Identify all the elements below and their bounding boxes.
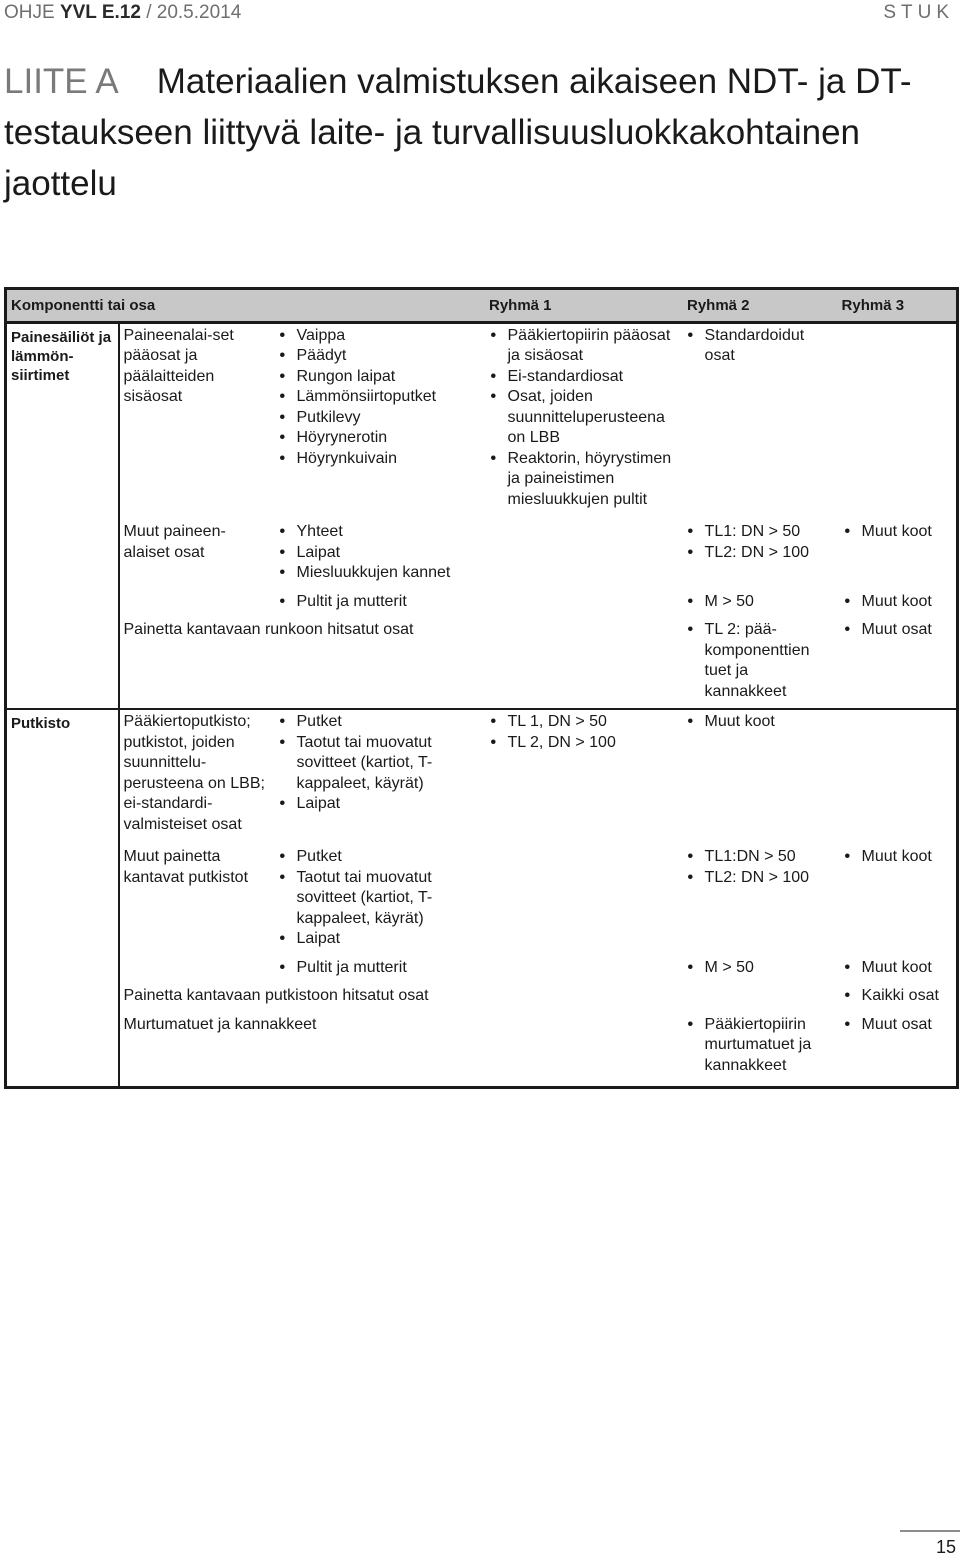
list-item: • Höyrynerotin bbox=[277, 428, 480, 449]
items-cell bbox=[273, 322, 484, 520]
table-row bbox=[6, 520, 958, 590]
category-piping: Putkisto bbox=[6, 709, 119, 1088]
table-row bbox=[6, 709, 958, 845]
table-row bbox=[6, 984, 958, 1013]
group3-cell bbox=[838, 618, 958, 709]
list-item: • Taotut tai muovatut sovitteet (kartiot, T-kappaleet, käyrät) bbox=[277, 868, 480, 930]
list-item: • Höyrynkuivain bbox=[277, 449, 480, 470]
list-item: • Muut koot bbox=[842, 522, 953, 543]
list-item: • Laipat bbox=[277, 929, 480, 950]
list-item: • Laipat bbox=[277, 794, 480, 815]
table-row bbox=[6, 322, 958, 520]
group2-cell bbox=[681, 520, 838, 590]
list-item: • M > 50 bbox=[685, 592, 834, 613]
list-item: • Miesluukkujen kannet bbox=[277, 563, 480, 584]
list-item: • Taotut tai muovatut sovitteet (kartiot, T-kappaleet, käyrät) bbox=[277, 733, 480, 795]
list-item: • Pääkiertopiirin pääosat ja sisäosat bbox=[488, 326, 677, 367]
group2-cell bbox=[681, 322, 838, 520]
list-item: • TL2: DN > 100 bbox=[685, 868, 834, 889]
group2-cell bbox=[681, 618, 838, 709]
list-item: • Muut koot bbox=[842, 592, 953, 613]
appendix-label: LIITE A bbox=[4, 62, 119, 101]
table-row bbox=[6, 956, 958, 985]
table-row bbox=[6, 1013, 958, 1088]
part-cell: Paineenalai-set pääosat ja päälaitteiden sisäosat bbox=[123, 326, 234, 405]
part-cell bbox=[119, 956, 273, 985]
title-text: Materiaalien valmistuksen aikaiseen NDT- ja DT-testaukseen liittyvä laite- ja turvallisuusluokkakohtainen jaottelu bbox=[4, 62, 912, 203]
list-item: • Pääkiertopiirin murtumatuet ja kannakkeet bbox=[685, 1015, 834, 1077]
list-item: • Kaikki osat bbox=[842, 986, 953, 1007]
header-group-2-label: Ryhmä 2 bbox=[687, 297, 750, 314]
list-item: • Päädyt bbox=[277, 346, 480, 367]
group2-cell bbox=[681, 709, 838, 845]
footer-divider bbox=[900, 1530, 960, 1532]
list-item: • TL1: DN > 50 bbox=[685, 522, 834, 543]
list-item: • Muut koot bbox=[842, 958, 953, 979]
organization-name: STUK bbox=[883, 2, 954, 23]
group3-cell bbox=[838, 322, 958, 520]
classification-table bbox=[4, 287, 959, 1089]
list-item: • TL 1, DN > 50 bbox=[488, 712, 677, 733]
list-item: • Reaktorin, höyrystimen ja paineistimen miesluukkujen pultit bbox=[488, 449, 677, 511]
list-item: • TL1:DN > 50 bbox=[685, 847, 834, 868]
list-item: • Muut osat bbox=[842, 620, 953, 641]
items-cell bbox=[273, 590, 681, 619]
list-item: • Yhteet bbox=[277, 522, 480, 543]
group2-cell bbox=[681, 590, 838, 619]
items-cell bbox=[273, 520, 484, 590]
list-item: • Rungon laipat bbox=[277, 367, 480, 388]
header-group-1-label: Ryhmä 1 bbox=[489, 297, 552, 314]
part-cell: Muut painetta kantavat putkistot bbox=[123, 848, 249, 886]
items-cell bbox=[273, 845, 484, 956]
list-item: • Laipat bbox=[277, 543, 480, 564]
category-pressure-vessels: Painesäiliöt ja lämmön-siirtimet bbox=[6, 322, 119, 709]
group2-cell bbox=[681, 1013, 838, 1088]
list-item: • Putket bbox=[277, 712, 480, 733]
group1-cell bbox=[484, 709, 681, 845]
list-item: • Putket bbox=[277, 847, 480, 868]
table-header-row bbox=[6, 289, 958, 323]
group3-cell bbox=[838, 956, 958, 985]
group3-cell bbox=[838, 520, 958, 590]
list-item: • Pultit ja mutterit bbox=[277, 958, 677, 979]
group2-cell bbox=[681, 956, 838, 985]
part-cell bbox=[119, 590, 273, 619]
list-item: • Vaippa bbox=[277, 326, 480, 347]
group3-cell bbox=[838, 709, 958, 845]
list-item: • Putkilevy bbox=[277, 408, 480, 429]
part-cell: Pääkiertoputkisto; putkistot, joiden suunnittelu-perusteena on LBB; ei-standardi-valmisteiset osat bbox=[119, 709, 273, 845]
appendix-title bbox=[4, 56, 944, 209]
group3-cell bbox=[838, 845, 958, 956]
group3-cell bbox=[838, 590, 958, 619]
document-id: OHJE YVL E.12 / 20.5.2014 bbox=[4, 2, 242, 23]
list-item: • Lämmönsiirtoputket bbox=[277, 387, 480, 408]
text-cell: Murtumatuet ja kannakkeet bbox=[123, 1015, 317, 1033]
list-item: • M > 50 bbox=[685, 958, 834, 979]
table-row bbox=[6, 618, 958, 709]
list-item: • Pultit ja mutterit bbox=[277, 592, 677, 613]
list-item: • TL2: DN > 100 bbox=[685, 543, 834, 564]
page-number: 15 bbox=[935, 1537, 956, 1557]
list-item: • Muut koot bbox=[842, 847, 953, 868]
header-group-3: Ryhmä 3 bbox=[838, 289, 958, 323]
group1-cell bbox=[484, 520, 681, 590]
table-row bbox=[6, 590, 958, 619]
header-component: Komponentti tai osa Ryhmä 1 Ryhmä 2 bbox=[6, 289, 681, 323]
list-item: • Osat, joiden suunnitteluperusteena on LBB bbox=[488, 387, 677, 449]
text-cell: Painetta kantavaan putkistoon hitsatut osat bbox=[123, 987, 429, 1004]
page-header bbox=[4, 2, 954, 28]
list-item: • Muut koot bbox=[685, 712, 834, 733]
group3-cell bbox=[838, 1013, 958, 1088]
group1-cell bbox=[484, 845, 681, 956]
list-item: • Standardoidut osat bbox=[685, 326, 834, 367]
list-item: • Muut osat bbox=[842, 1015, 953, 1036]
table-row bbox=[6, 845, 958, 956]
group2-cell bbox=[681, 845, 838, 956]
items-cell bbox=[273, 956, 681, 985]
list-item: • Ei-standardiosat bbox=[488, 367, 677, 388]
items-cell bbox=[273, 709, 484, 845]
text-cell: Painetta kantavaan runkoon hitsatut osat bbox=[123, 621, 414, 638]
list-item: • TL 2, DN > 100 bbox=[488, 733, 677, 754]
part-cell: Muut paineen-alaiset osat bbox=[123, 523, 226, 561]
list-item: • TL 2: pää-komponenttien tuet ja kannakkeet bbox=[685, 620, 834, 702]
group1-cell bbox=[484, 322, 681, 520]
group3-cell bbox=[838, 984, 958, 1013]
